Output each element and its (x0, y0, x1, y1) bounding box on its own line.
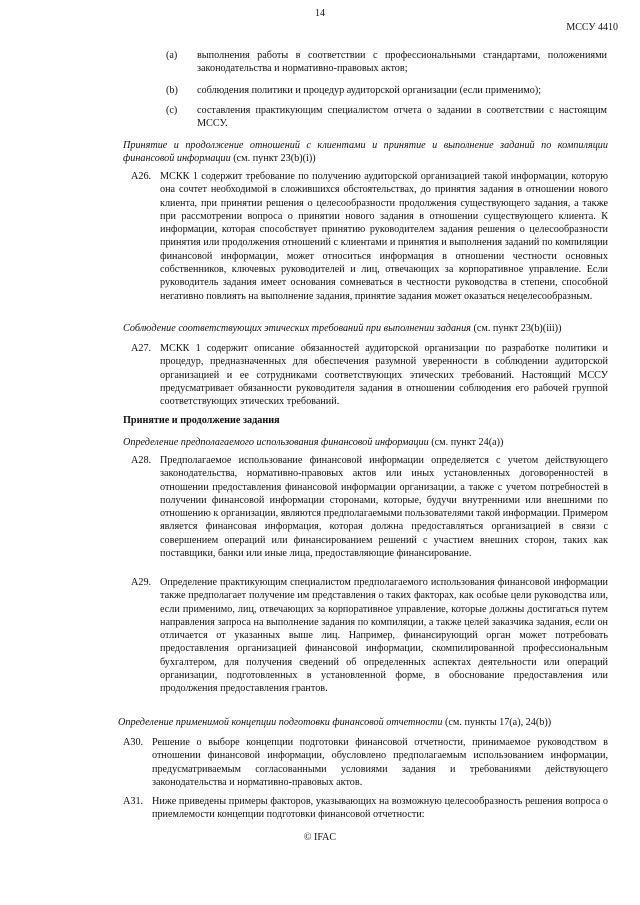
paragraph-text: Определение практикующим специалистом предполагаемого использования финансовой информации также предполагает получение им представления о таких факторах, как особые цели руководства или, если применимо, лиц, отвечающих за корпоративное управление, которые должны достигаться путем направления запроса на выполнение задания по компиляции, а также целей заказчика задания, если он отличается от указанных выше лиц. Например, финансирующий орган может потребовать предоставления организацией финансовой информации, скомпилированной профессиональным бухгалтером, для получения сведений об определенных аспектах деятельности или операций организации, подготовленных в установленной форме, в обоснование предоставления или продолжения предоставления грантов. (160, 577, 608, 695)
list-item: выполнения работы в соответствии с профессиональными стандартами, положениями законодательства и нормативно-правовых актов; (197, 50, 607, 75)
paragraph-text: Предполагаемое использование финансовой информации определяется с учетом действующего законодательства, нормативно-правовых актов или иных установленных договоренностей в отношении предоставления финансовой информации организации, а также с учетом потребностей в получении финансовой информации сторонами, которые, будучи внутренними или внешними по отношению к организации, являются предполагаемыми пользователями такой информации. Примером является финансовая информация, которая должна предоставляться организацией в связи с совершением операций или финансированием решений с участием внешних сторон, таких как поставщики, банки или иные лица, предоставляющие финансирование. (160, 455, 608, 560)
paragraph-number: A26. (131, 171, 152, 182)
page-number: 14 (315, 8, 325, 19)
list-item: соблюдения политики и процедур аудиторской организации (если применимо); (197, 85, 542, 96)
section-heading-ref: (см. пункт 23(b)(iii)) (470, 323, 562, 334)
copyright-footer: © IFAC (303, 832, 337, 843)
section-heading (123, 322, 608, 335)
section-heading (123, 436, 608, 449)
paragraph-text: Решение о выборе концепции подготовки финансовой отчетности, принимаемое руководством в отношении финансовой информации, обусловлено предполагаемым использованием информации, предусматриваемым согласованными условиями задания и требованиями действующего законодательства и нормативно-правовых актов. (152, 737, 608, 788)
section-heading-ref: (см. пункт 24(a)) (428, 437, 504, 448)
section-heading-title: Определение предполагаемого использования финансовой информации (123, 437, 429, 448)
list-label: (b) (166, 85, 178, 96)
standard-header: МССУ 4410 (566, 22, 618, 33)
paragraph-number: A30. (123, 737, 144, 748)
paragraph-number: A31. (123, 796, 144, 807)
section-heading-ref: (см. пункт 23(b)(i)) (230, 153, 316, 165)
paragraph-number: A29. (131, 577, 152, 588)
section-heading-ref: (см. пункты 17(a), 24(b)) (442, 717, 552, 728)
list-label: (c) (166, 105, 178, 116)
section-heading (123, 139, 608, 166)
paragraph-number: A28. (131, 455, 152, 466)
list-item: составления практикующим специалистом отчета о задании в соответствии с настоящим МССУ. (197, 105, 607, 130)
section-heading (118, 716, 608, 729)
paragraph-text: Ниже приведены примеры факторов, указывающих на возможную целесообразность решения вопроса о приемлемости концепции подготовки финансовой отчетности: (152, 796, 608, 821)
paragraph-number: A27. (131, 343, 152, 354)
list-label: (a) (166, 50, 178, 61)
paragraph-text: МСКК 1 содержит описание обязанностей аудиторской организации по разработке политики и процедур, предназначенных для обеспечения разумной уверенности в соблюдении аудиторской организацией и ее сотрудниками соответствующих этических требований. Настоящий МССУ предусматривает обязанности руководителя задания в отношении соблюдения его рабочей группой соответствующих этических требований. (160, 343, 608, 408)
section-heading-title: Определение применимой концепции подготовки финансовой отчетности (118, 717, 443, 728)
section-heading-title: Соблюдение соответствующих этических требований при выполнении задания (123, 323, 471, 334)
section-heading-bold: Принятие и продолжение задания (123, 415, 280, 426)
section-heading-title: Принятие и продолжение отношений с клиентами и принятие и выполнение заданий по компиляции финансовой информации (123, 140, 608, 165)
paragraph-text: МСКК 1 содержит требование по получению аудиторской организацией такой информации, которую она сочтет необходимой в сложившихся обстоятельствах, до принятия задания в отношении нового клиента, при принятии решения о целесообразности продолжения существующего задания, а также при рассмотрении вопроса о принятии нового задания в отношении существующего клиента. К информации, которая способствует принятию руководителем задания решения о целесообразности принятия или продолжения отношений с клиентами и принятия и выполнения заданий по компиляции финансовой информации, может относиться информация в отношении честности основных собственников, ключевых руководителей и лиц, отвечающих за корпоративное управление. Если руководитель задания имеет основания сомневаться в честности руководства в степени, способной негативно повлиять на выполнение задания, принятие задания может оказаться нецелесообразным. (160, 171, 608, 302)
